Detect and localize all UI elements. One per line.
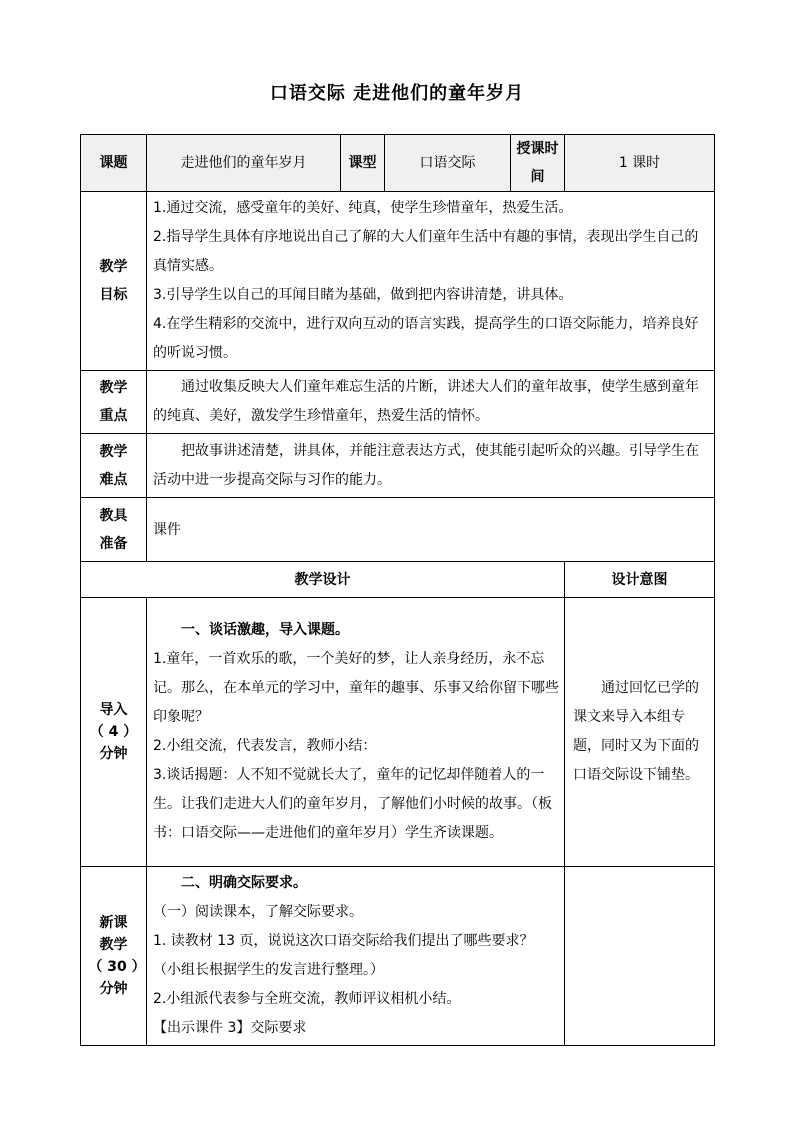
lesson-item: 1. 读教材 13 页，说说这次口语交际给我们提出了哪些要求？（小组长根据学生的发言进行整理。） [153, 933, 534, 978]
goal-item: 1.通过交流，感受童年的美好、纯真，使学生珍惜童年，热爱生活。 [153, 200, 573, 216]
key-points-label: 教学重点 [81, 371, 147, 434]
design-header-row [81, 562, 715, 598]
intro-intent: 通过回忆已学的课文来导入本组专题，同时又为下面的口语交际设下铺垫。 [565, 598, 715, 867]
type-label: 课型 [341, 135, 385, 192]
sub-heading: （一）阅读课本，了解交际要求。 [153, 904, 363, 920]
intro-content [147, 598, 565, 867]
intro-label: 导入 （ 4 ）分钟 [81, 598, 147, 867]
type-value: 口语交际 [385, 135, 511, 192]
goals-label: 教学目标 [81, 192, 147, 371]
intro-item: 3.谈话揭题：人不知不觉就长大了，童年的记忆却伴随着人的一生。让我们走进大人们的童年岁月，了解他们小时候的故事。（板书：口语交际——走进他们的童年岁月）学生齐读课题。 [153, 767, 552, 841]
goals-row [81, 192, 715, 371]
tools-content: 课件 [147, 498, 715, 562]
document-title: 口语交际 走进他们的童年岁月 [269, 83, 525, 104]
new-lesson-row [81, 867, 715, 1046]
lesson-item: 2.小组派代表参与全班交流，教师评议相机小结。 [153, 991, 461, 1007]
new-lesson-content [147, 867, 565, 1046]
time-value: 1 课时 [565, 135, 715, 192]
difficulties-row [81, 434, 715, 498]
goal-item: 3.引导学生以自己的耳闻目睹为基础，做到把内容讲清楚，讲具体。 [153, 287, 573, 303]
lesson-plan-table [80, 134, 715, 1046]
topic-label: 课题 [81, 135, 147, 192]
header-row [81, 135, 715, 192]
difficulties-content: 把故事讲述清楚，讲具体，并能注意表达方式，使其能引起听众的兴趣。引导学生在活动中进一步提高交际与习作的能力。 [147, 434, 715, 498]
time-label: 授课时间 [511, 135, 565, 192]
new-lesson-label: 新课教学 （ 30 ）分钟 [81, 867, 147, 1046]
tools-label: 教具准备 [81, 498, 147, 562]
intro-item: 1.童年，一首欢乐的歌，一个美好的梦，让人亲身经历，永不忘记。那么，在本单元的学习中，童年的趣事、乐事又给你留下哪些印象呢？ [153, 651, 559, 725]
section-heading: 一、谈话激趣，导入课题。 [181, 622, 349, 638]
topic-value: 走进他们的童年岁月 [147, 135, 341, 192]
lesson-item: 【出示课件 3】交际要求 [153, 1020, 307, 1036]
difficulties-label: 教学难点 [81, 434, 147, 498]
goals-content [147, 192, 715, 371]
intro-row [81, 598, 715, 867]
key-points-row [81, 371, 715, 434]
goal-item: 4.在学生精彩的交流中，进行双向互动的语言实践，提高学生的口语交际能力，培养良好的听说习惯。 [153, 316, 699, 361]
new-lesson-intent [565, 867, 715, 1046]
intro-item: 2.小组交流，代表发言，教师小结： [153, 738, 377, 754]
key-points-content: 通过收集反映大人们童年难忘生活的片断，讲述大人们的童年故事，使学生感到童年的纯真、美好，激发学生珍惜童年，热爱生活的情怀。 [147, 371, 715, 434]
goal-item: 2.指导学生具体有序地说出自己了解的大人们童年生活中有趣的事情，表现出学生自己的真情实感。 [153, 229, 699, 274]
design-header: 教学设计 [81, 562, 565, 598]
intent-header: 设计意图 [565, 562, 715, 598]
section-heading: 二、明确交际要求。 [181, 875, 307, 891]
tools-row [81, 498, 715, 562]
